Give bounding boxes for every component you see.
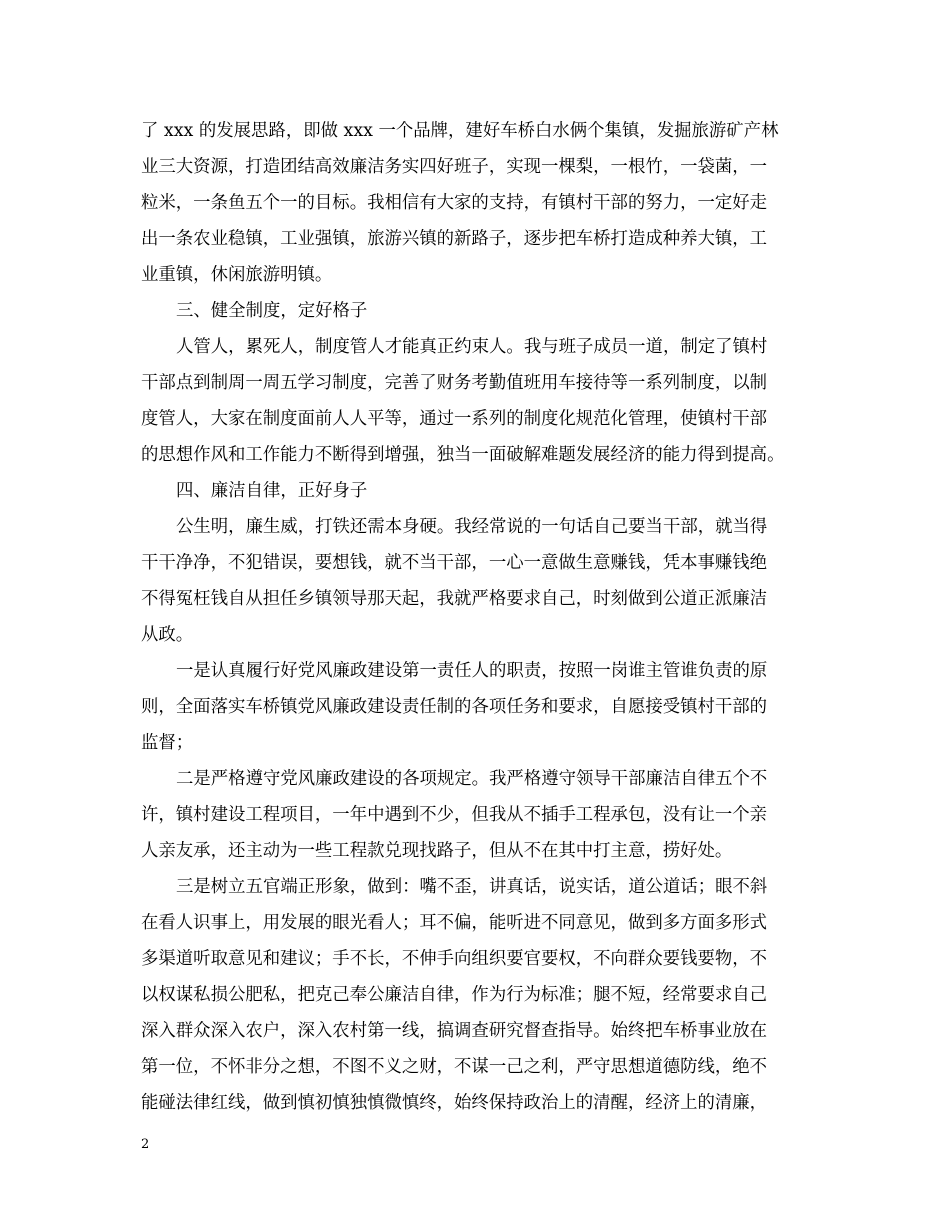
- text-line: 出一条农业稳镇，工业强镇，旅游兴镇的新路子，逐步把车桥打造成种养大镇，工: [141, 229, 768, 249]
- text-line: 业三大资源，打造团结高效廉洁务实四好班子，实现一棵梨，一根竹，一袋菌，一: [141, 157, 768, 177]
- text-line: 从政。: [141, 625, 194, 645]
- text-line: 人亲友承，还主动为一些工程款兑现找路子，但从不在其中打主意，捞好处。: [141, 841, 733, 861]
- text-line: 公生明，廉生威，打铁还需本身硬。我经常说的一句话自己要当干部，就当得: [176, 517, 768, 537]
- text-line: 能碰法律红线，做到慎初慎独慎微慎终，始终保持政治上的清醒，经济上的清廉，: [141, 1093, 768, 1113]
- section-heading: 四、廉洁自律，正好身子: [176, 481, 368, 501]
- page-number: 2: [141, 1137, 150, 1152]
- text-line: 第一位，不怀非分之想，不图不义之财，不谋一己之利，严守思想道德防线，绝不: [141, 1057, 768, 1077]
- text-line: 一是认真履行好党风廉政建设第一责任人的职责，按照一岗谁主管谁负责的原: [176, 661, 768, 681]
- document-body: [141, 113, 821, 1121]
- text-line: 监督；: [141, 733, 194, 753]
- section-heading: 三、健全制度，定好格子: [176, 301, 368, 321]
- text-line: 多渠道听取意见和建议；手不长，不伸手向组织要官要权，不向群众要钱要物，不: [141, 949, 768, 969]
- text-line: 业重镇，休闲旅游明镇。: [141, 265, 333, 285]
- text-line: 二是严格遵守党风廉政建设的各项规定。我严格遵守领导干部廉洁自律五个不: [176, 769, 768, 789]
- text-line: 深入群众深入农户，深入农村第一线，搞调查研究督查指导。始终把车桥事业放在: [141, 1021, 768, 1041]
- text-line: 人管人，累死人，制度管人才能真正约束人。我与班子成员一道，制定了镇村: [176, 337, 768, 357]
- text-line: 在看人识事上，用发展的眼光看人；耳不偏，能听进不同意见，做到多方面多形式: [141, 913, 768, 933]
- text-line: 不得冤枉钱自从担任乡镇领导那天起，我就严格要求自己，时刻做到公道正派廉洁: [141, 589, 768, 609]
- text-line: 度管人，大家在制度面前人人平等，通过一系列的制度化规范化管理，使镇村干部: [141, 409, 768, 429]
- text-line: 则，全面落实车桥镇党风廉政建设责任制的各项任务和要求，自愿接受镇村干部的: [141, 697, 768, 717]
- text-line: 以权谋私损公肥私，把克己奉公廉洁自律，作为行为标准；腿不短，经常要求自己: [141, 985, 768, 1005]
- text-line: 干部点到制周一周五学习制度，完善了财务考勤值班用车接待等一系列制度，以制: [141, 373, 768, 393]
- text-line: 干干净净，不犯错误，要想钱，就不当干部，一心一意做生意赚钱，凭本事赚钱绝: [141, 553, 768, 573]
- text-line: 的思想作风和工作能力不断得到增强，独当一面破解难题发展经济的能力得到提高。: [141, 445, 785, 465]
- text-line: 了 xxx 的发展思路，即做 xxx 一个品牌，建好车桥白水俩个集镇，发掘旅游矿产林: [141, 121, 779, 141]
- text-line: 许，镇村建设工程项目，一年中遇到不少，但我从不插手工程承包，没有让一个亲: [141, 805, 768, 825]
- text-line: 三是树立五官端正形象，做到：嘴不歪，讲真话，说实话，道公道话；眼不斜: [176, 877, 768, 897]
- text-line: 粒米，一条鱼五个一的目标。我相信有大家的支持，有镇村干部的努力，一定好走: [141, 193, 768, 213]
